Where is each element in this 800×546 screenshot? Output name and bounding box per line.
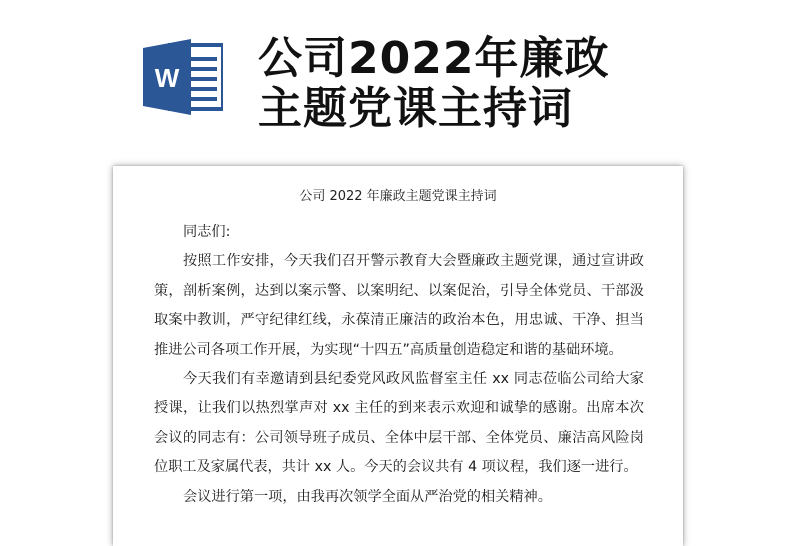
paragraph: 今天我们有幸邀请到县纪委党风政风监督室主任 xx 同志莅临公司给大家授课，让我们以热烈掌声对 xx 主任的到来表示欢迎和诚挚的感谢。出席本次会议的同志有：公司领导班子成员、全体中层干部、全体党员、廉洁高风险岗位职工及家属代表，共计 xx 人。今天的会议共有 4 项议程，我们逐一进行。 <box>154 371 644 476</box>
document-page <box>113 166 683 546</box>
paragraph: 会议进行第一项，由我再次领学全面从严治党的相关精神。 <box>183 488 552 505</box>
document-title: 公司 2022 年廉政主题党课主持词 <box>299 189 497 204</box>
headline-line-1: 公司2022年廉政 <box>258 33 610 84</box>
document-body <box>154 218 644 512</box>
headline <box>258 34 609 134</box>
word-icon-letter: W <box>154 63 180 93</box>
headline-line-2: 主题党课主持词 <box>258 83 573 134</box>
salutation: 同志们: <box>183 224 231 240</box>
paragraph: 按照工作安排，今天我们召开警示教育大会暨廉政主题党课，通过宣讲政策，剖析案例，达到以案示警、以案明纪、以案促治，引导全体党员、干部汲取案中教训，严守纪律红线，永葆清正廉洁的政治本色，用忠诚、干净、担当推进公司各项工作开展，为实现“十四五”高质量创造稳定和谐的基础环境。 <box>154 253 644 358</box>
word-icon <box>143 37 223 117</box>
